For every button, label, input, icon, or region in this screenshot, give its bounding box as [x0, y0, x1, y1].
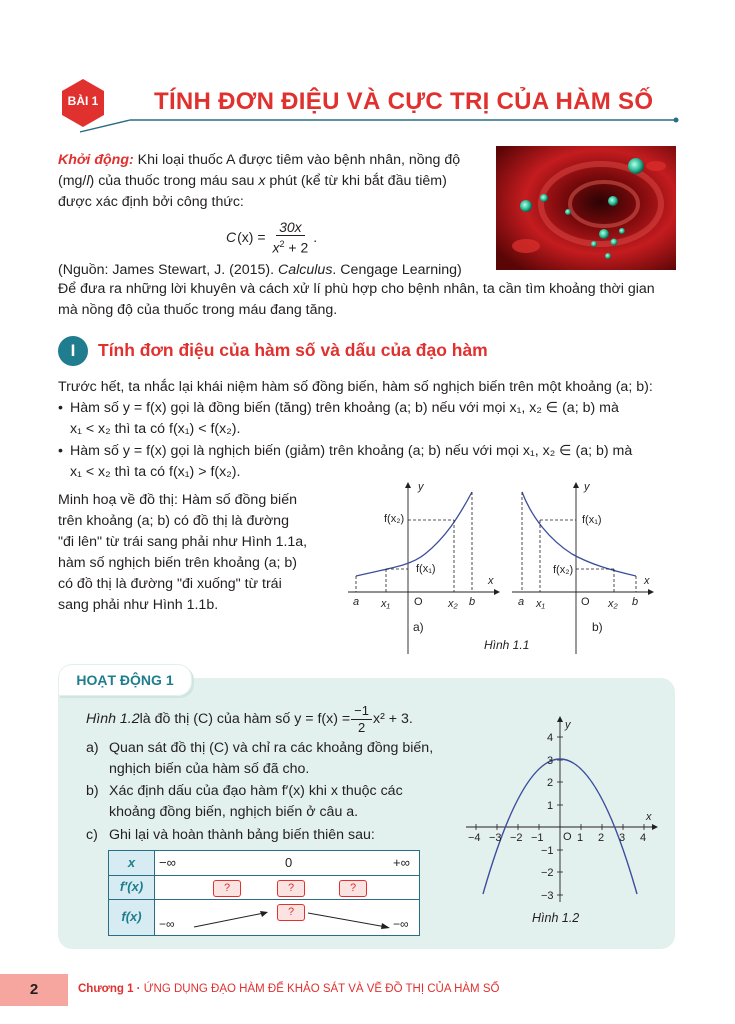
- tick-x1: x₁: [381, 598, 390, 610]
- activity-tab: [58, 664, 192, 696]
- x-right: +∞: [393, 855, 410, 870]
- xtick: −1: [531, 832, 544, 844]
- section-lead: Trước hết, ta nhắc lại khái niệm hàm số đồng biến, hàm số nghịch biến trên một khoảng (a; b):: [58, 379, 653, 395]
- lesson-badge: BÀI 1: [67, 94, 99, 108]
- page-number: 2: [29, 981, 39, 998]
- f-max-value[interactable]: ?: [277, 904, 305, 921]
- graph-increasing: [348, 481, 500, 654]
- activity-item-c: c) Ghi lại và hoàn thành bảng biến thiên sau:: [86, 827, 375, 843]
- figure-1-2-caption: Hình 1.2: [532, 911, 580, 925]
- x-left: −∞: [159, 855, 176, 870]
- bullet-dot: •: [58, 400, 63, 416]
- row-label-x: x: [127, 855, 136, 870]
- origin-label: O: [563, 831, 572, 843]
- tick-x1: x₁: [536, 598, 545, 610]
- label-fx1: f(x₁): [582, 514, 602, 526]
- tick-b: b: [632, 596, 639, 608]
- xtick: −3: [489, 832, 502, 844]
- xtick: −4: [468, 832, 481, 844]
- label-fx2: f(x₂): [553, 564, 574, 576]
- activity-tab-label: HOẠT ĐỘNG 1: [76, 672, 174, 688]
- xtick: 3: [619, 832, 626, 844]
- activity-item-a: a) Quan sát đồ thị (C) và chỉ ra các khoảng đồng biến, nghịch biến của hàm số đã cho.: [86, 740, 434, 777]
- tick-a: a: [353, 596, 360, 608]
- intro-line-2: (mg/l) của thuốc trong máu sau x phút (kể từ khi bắt đầu tiêm): [58, 173, 447, 189]
- activity-item-b: b) Xác định dấu của đạo hàm f′(x) khi x thuộc các khoảng đồng biến, nghịch biến ở câu a.: [86, 783, 403, 820]
- xtick: 2: [598, 832, 605, 844]
- xtick: 1: [577, 832, 584, 844]
- subcaption-a: a): [413, 620, 424, 634]
- axis-x-label: x: [488, 575, 494, 587]
- origin-label: O: [581, 596, 590, 608]
- section-heading: [58, 336, 678, 366]
- fprime-sign-right[interactable]: ?: [339, 880, 367, 897]
- blood-vessel-image: [496, 146, 676, 270]
- variation-table: [108, 850, 420, 936]
- intro-block: [58, 150, 488, 281]
- f-left-limit: −∞: [159, 917, 175, 931]
- x-mid: 0: [285, 855, 293, 870]
- lesson-title: TÍNH ĐƠN ĐIỆU VÀ CỰC TRỊ CỦA HÀM SỐ: [154, 88, 654, 115]
- ytick: −3: [541, 890, 554, 902]
- fprime-value-zero[interactable]: ?: [277, 880, 305, 897]
- row-label-f: f(x): [121, 909, 142, 924]
- intro-line-1: Khởi động: Khi loại thuốc A được tiêm vào bệnh nhân, nồng độ: [58, 152, 461, 168]
- origin-label: O: [414, 596, 423, 608]
- tick-a: a: [518, 596, 525, 608]
- xtick: −2: [510, 832, 523, 844]
- ytick: 3: [547, 755, 554, 767]
- subcaption-b: b): [592, 620, 603, 634]
- intro-line-3: được xác định bởi công thức:: [58, 194, 244, 210]
- axis-y-label: y: [418, 481, 424, 493]
- row-label-fprime: f′(x): [119, 879, 144, 894]
- ytick: −2: [541, 867, 554, 879]
- header-rule: [80, 116, 680, 136]
- axis-x-label: x: [646, 811, 652, 823]
- ytick: 2: [547, 777, 554, 789]
- f-right-limit: −∞: [393, 917, 409, 931]
- intro-paragraph: Để đưa ra những lời khuyên và cách xử lí phù hợp cho bệnh nhân, ta cần tìm khoảng thời gian mà nồng độ của thuốc trong máu đang tăng.: [58, 281, 655, 318]
- page-number-box: [0, 974, 68, 1006]
- drug-formula: C (x) = $\frac{30x}{x^2 + 2}$ .: [226, 218, 318, 256]
- fprime-sign-left[interactable]: ?: [213, 880, 241, 897]
- label-fx1: f(x₁): [416, 563, 436, 575]
- figure-1-1: [340, 478, 660, 658]
- bullet-decreasing: • Hàm số y = f(x) gọi là nghịch biến (giảm) trên khoảng (a; b) nếu với mọi x₁, x₂ ∈ (a; b) mà x₁ < x₂ thì ta có f(x₁) > f(x₂).: [58, 443, 633, 480]
- graph-decreasing: [512, 481, 654, 654]
- label-fx2: f(x₂): [384, 513, 405, 525]
- bullet-increasing: • Hàm số y = f(x) gọi là đồng biến (tăng) trên khoảng (a; b) nếu với mọi x₁, x₂ ∈ (a; b) mà x₁ < x₂ thì ta có f(x₁) < f(x₂).: [58, 400, 619, 437]
- intro-label: Khởi động:: [58, 152, 134, 168]
- footer-chapter: Chương 1 · ỨNG DỤNG ĐẠO HÀM ĐỂ KHẢO SÁT VÀ VẼ ĐỒ THỊ CỦA HÀM SỐ: [78, 983, 500, 995]
- ytick: 4: [547, 732, 554, 744]
- ytick: 1: [547, 800, 554, 812]
- intro-source: (Nguồn: James Stewart, J. (2015). Calculus. Cengage Learning): [58, 262, 462, 278]
- axis-y-label: y: [565, 719, 571, 731]
- axis-x-label: x: [644, 575, 650, 587]
- section-title: Tính đơn điệu của hàm số và dấu của đạo hàm: [98, 340, 488, 360]
- section-numeral-badge: I: [58, 336, 88, 366]
- figure-1-1-caption: Hình 1.1: [484, 638, 530, 652]
- variation-arrows: [154, 899, 419, 935]
- axis-y-label: y: [584, 481, 590, 493]
- tick-x2: x₂: [448, 598, 458, 610]
- tick-x2: x₂: [608, 598, 618, 610]
- illustration-text: Minh hoạ về đồ thị: Hàm số đồng biến trên khoảng (a; b) có đồ thị là đường "đi lên" từ trái sang phải như Hình 1.1a, hàm số nghịch biến trên khoảng (a; b) có đồ thị là đường "đi xuống" từ trái sang phải như Hình 1.1b.: [58, 492, 308, 613]
- xtick: 4: [640, 832, 647, 844]
- lesson-header: [58, 78, 678, 138]
- figure-1-2: [456, 712, 666, 930]
- activity-intro: Hình 1.2 là đồ thị (C) của hàm số y = f(x) = $\frac{-1}{2}$ x² + 3.: [86, 703, 413, 735]
- bullet-dot: •: [58, 443, 63, 459]
- tick-b: b: [469, 596, 476, 608]
- ytick: −1: [541, 845, 554, 857]
